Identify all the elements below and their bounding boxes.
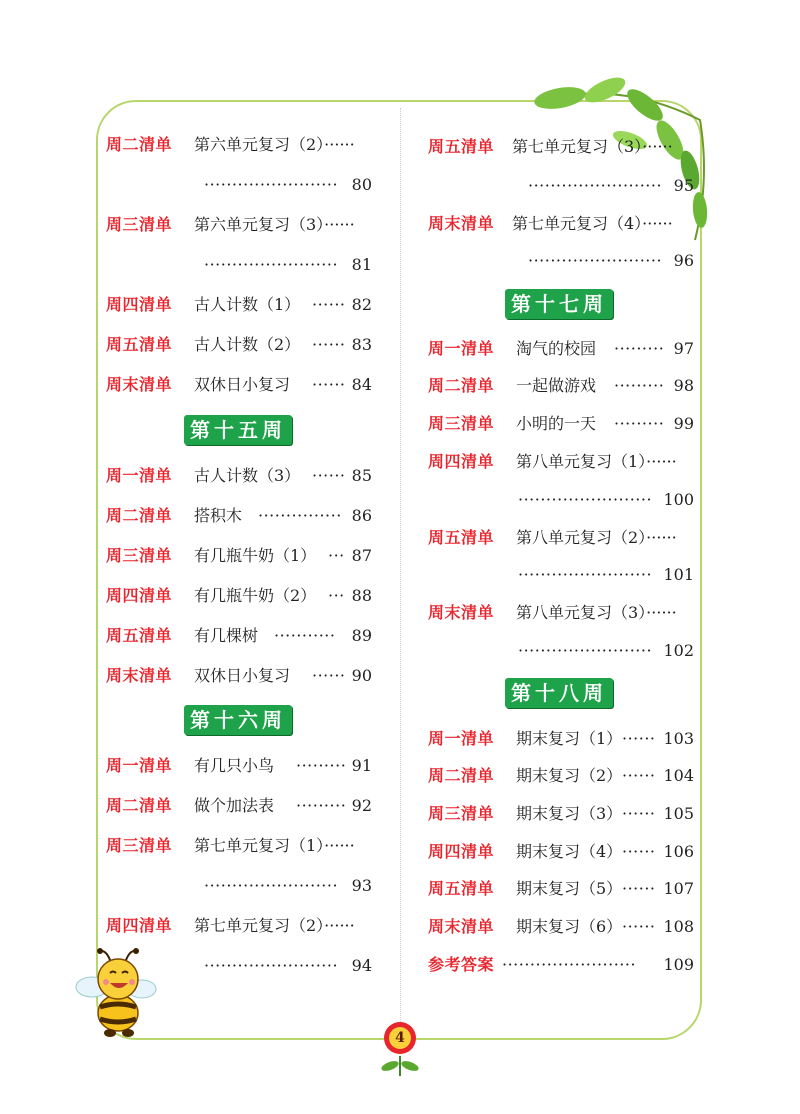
week-heading: 第十五周 [184, 415, 292, 445]
leader-dots: ························ [502, 955, 637, 974]
page-number: 84 [351, 375, 372, 394]
entry-title: 期末复习（5） [516, 879, 623, 898]
entry-title: 第八单元复习（3）······ [516, 603, 677, 622]
toc-entry-continuation[interactable] [428, 173, 698, 199]
day-label: 周一清单 [106, 466, 173, 485]
entry-title: 第七单元复习（3）······ [512, 137, 673, 156]
entry-title: 有几瓶牛奶（2） [194, 586, 317, 605]
leader-dots: ······ [312, 375, 346, 394]
page-number: 82 [351, 295, 372, 314]
toc-entry-continuation[interactable] [428, 638, 698, 664]
entry-title: 第八单元复习（2）······ [516, 528, 677, 547]
page-number-text: 4 [395, 1030, 405, 1046]
page-number: 106 [663, 842, 694, 861]
column-divider [400, 108, 401, 1028]
toc-entry[interactable] [428, 211, 698, 237]
leader-dots: ························ [518, 641, 653, 660]
week-heading: 第十六周 [184, 705, 292, 735]
page-number: 103 [663, 729, 694, 748]
toc-entry[interactable] [106, 543, 386, 569]
toc-entry[interactable] [106, 913, 386, 939]
leader-dots: ······ [312, 295, 346, 314]
day-label: 周末清单 [428, 214, 495, 233]
leader-dots: ······ [622, 804, 656, 823]
entry-title: 第七单元复习（1）······ [194, 836, 355, 855]
page-number: 85 [351, 466, 372, 485]
page-number: 102 [663, 641, 694, 660]
toc-entry-continuation[interactable] [428, 562, 698, 588]
leader-dots: ··· [328, 586, 345, 605]
page-number: 80 [351, 175, 372, 194]
leader-dots: ········· [614, 414, 665, 433]
page-number: 86 [351, 506, 372, 525]
page-number: 99 [673, 414, 694, 433]
toc-entry-continuation[interactable] [428, 248, 698, 274]
page-number: 104 [663, 766, 694, 785]
entry-title: 古人计数（2） [194, 335, 301, 354]
day-label: 周三清单 [106, 215, 173, 234]
day-label: 周三清单 [106, 546, 173, 565]
bee-mascot-icon [70, 945, 160, 1040]
toc-entry-continuation[interactable] [428, 487, 698, 513]
entry-title: 期末复习（6） [516, 917, 623, 936]
day-label: 周二清单 [428, 766, 495, 785]
page-number: 98 [673, 376, 694, 395]
toc-entry[interactable] [106, 663, 386, 689]
page-number: 92 [351, 796, 372, 815]
page-number: 95 [673, 176, 694, 195]
entry-title: 淘气的校园 [516, 339, 597, 358]
page-number: 93 [351, 876, 372, 895]
day-label: 周四清单 [428, 842, 495, 861]
leader-dots: ······ [312, 335, 346, 354]
toc-entry[interactable] [428, 801, 698, 827]
entry-title: 有几瓶牛奶（1） [194, 546, 317, 565]
toc-entry-continuation[interactable] [106, 172, 386, 198]
toc-entry-continuation[interactable] [106, 252, 386, 278]
entry-title: 第六单元复习（2）······ [194, 135, 355, 154]
day-label: 周二清单 [106, 506, 173, 525]
entry-title: 一起做游戏 [516, 376, 597, 395]
entry-title: 期末复习（4） [516, 842, 623, 861]
entry-title: 有几棵树 [194, 626, 259, 645]
page-number: 101 [663, 565, 694, 584]
day-label: 周三清单 [106, 836, 173, 855]
toc-entry[interactable] [428, 839, 698, 865]
toc-entry[interactable] [428, 914, 698, 940]
week-heading: 第十八周 [505, 678, 613, 708]
day-label: 周二清单 [428, 376, 495, 395]
toc-entry[interactable] [428, 525, 698, 551]
entry-title: 期末复习（2） [516, 766, 623, 785]
page-number: 88 [351, 586, 372, 605]
entry-title: 期末复习（1） [516, 729, 623, 748]
day-label: 周一清单 [428, 339, 495, 358]
day-label: 周二清单 [106, 796, 173, 815]
day-label: 周三清单 [428, 804, 495, 823]
toc-entry[interactable] [428, 726, 698, 752]
entry-title: 做个加法表 [194, 796, 275, 815]
day-label: 周五清单 [428, 528, 495, 547]
toc-entry[interactable] [428, 876, 698, 902]
day-label: 周末清单 [106, 666, 173, 685]
page-number: 107 [663, 879, 694, 898]
leader-dots: ········· [296, 796, 347, 815]
day-label: 周二清单 [106, 135, 173, 154]
entry-title: 双休日小复习 [194, 666, 291, 685]
day-label: 周四清单 [106, 295, 173, 314]
toc-entry[interactable] [428, 952, 698, 978]
page-number: 105 [663, 804, 694, 823]
leader-dots: ························ [528, 176, 663, 195]
page-number: 109 [663, 955, 694, 974]
day-label: 周末清单 [106, 375, 173, 394]
leader-dots: ························ [204, 956, 339, 975]
toc-entry[interactable] [428, 336, 698, 362]
page-number: 94 [351, 956, 372, 975]
week-heading: 第十七周 [505, 289, 613, 319]
toc-entry[interactable] [428, 411, 698, 437]
toc-entry[interactable] [106, 292, 386, 318]
day-label: 周末清单 [428, 917, 495, 936]
entry-title: 双休日小复习 [194, 375, 291, 394]
day-label: 周五清单 [428, 137, 495, 156]
toc-entry[interactable] [106, 463, 386, 489]
entry-title: 搭积木 [194, 506, 243, 525]
toc-entry[interactable] [106, 623, 386, 649]
page-number-badge [378, 1018, 422, 1078]
page-number: 87 [351, 546, 372, 565]
leader-dots: ········· [296, 756, 347, 775]
leader-dots: ······ [622, 729, 656, 748]
toc-entry[interactable] [106, 583, 386, 609]
day-label: 周五清单 [106, 335, 173, 354]
toc-entry-continuation[interactable] [106, 873, 386, 899]
leader-dots: ······ [312, 666, 346, 685]
page-number: 91 [351, 756, 372, 775]
leader-dots: ······ [622, 879, 656, 898]
toc-entry[interactable] [428, 373, 698, 399]
leader-dots: ········· [614, 339, 665, 358]
page-number: 96 [673, 251, 694, 270]
toc-entry[interactable] [106, 753, 386, 779]
toc-entry[interactable] [106, 372, 386, 398]
leader-dots: ························ [204, 175, 339, 194]
page-number: 83 [351, 335, 372, 354]
toc-entry[interactable] [428, 600, 698, 626]
flower-icon [378, 1018, 422, 1078]
entry-title: 第七单元复习（2）······ [194, 916, 355, 935]
day-label: 周五清单 [428, 879, 495, 898]
leader-dots: ······ [312, 466, 346, 485]
day-label: 周三清单 [428, 414, 495, 433]
leader-dots: ··········· [274, 626, 336, 645]
entry-title: 古人计数（3） [194, 466, 301, 485]
page-number: 90 [351, 666, 372, 685]
leader-dots: ························ [518, 565, 653, 584]
entry-title: 第六单元复习（3）······ [194, 215, 355, 234]
leader-dots: ······ [622, 917, 656, 936]
toc-entry[interactable] [428, 449, 698, 475]
entry-title: 小明的一天 [516, 414, 597, 433]
day-label: 周四清单 [428, 452, 495, 471]
toc-entry[interactable] [106, 212, 386, 238]
entry-title: 古人计数（1） [194, 295, 301, 314]
toc-entry[interactable] [106, 332, 386, 358]
page-number: 108 [663, 917, 694, 936]
entry-title: 第八单元复习（1）······ [516, 452, 677, 471]
page-number: 97 [673, 339, 694, 358]
leader-dots: ······ [622, 766, 656, 785]
leader-dots: ························ [518, 490, 653, 509]
entry-title: 有几只小鸟 [194, 756, 275, 775]
toc-entry[interactable] [106, 833, 386, 859]
leader-dots: ························ [204, 255, 339, 274]
leader-dots: ························ [528, 251, 663, 270]
page-number: 89 [351, 626, 372, 645]
page-number: 81 [351, 255, 372, 274]
toc-entry[interactable] [106, 503, 386, 529]
leader-dots: ··············· [258, 506, 342, 525]
entry-title: 第七单元复习（4）······ [512, 214, 673, 233]
day-label: 周四清单 [106, 916, 173, 935]
leader-dots: ························ [204, 876, 339, 895]
day-label: 周末清单 [428, 603, 495, 622]
day-label: 周五清单 [106, 626, 173, 645]
leader-dots: ········· [614, 376, 665, 395]
day-label: 周一清单 [428, 729, 495, 748]
day-label: 周一清单 [106, 756, 173, 775]
toc-entry[interactable] [428, 763, 698, 789]
toc-entry[interactable] [428, 134, 698, 160]
toc-entry[interactable] [106, 132, 386, 158]
leader-dots: ··· [328, 546, 345, 565]
day-label: 参考答案 [428, 955, 495, 974]
entry-title: 期末复习（3） [516, 804, 623, 823]
page-number: 100 [663, 490, 694, 509]
toc-entry[interactable] [106, 793, 386, 819]
leader-dots: ······ [622, 842, 656, 861]
day-label: 周四清单 [106, 586, 173, 605]
